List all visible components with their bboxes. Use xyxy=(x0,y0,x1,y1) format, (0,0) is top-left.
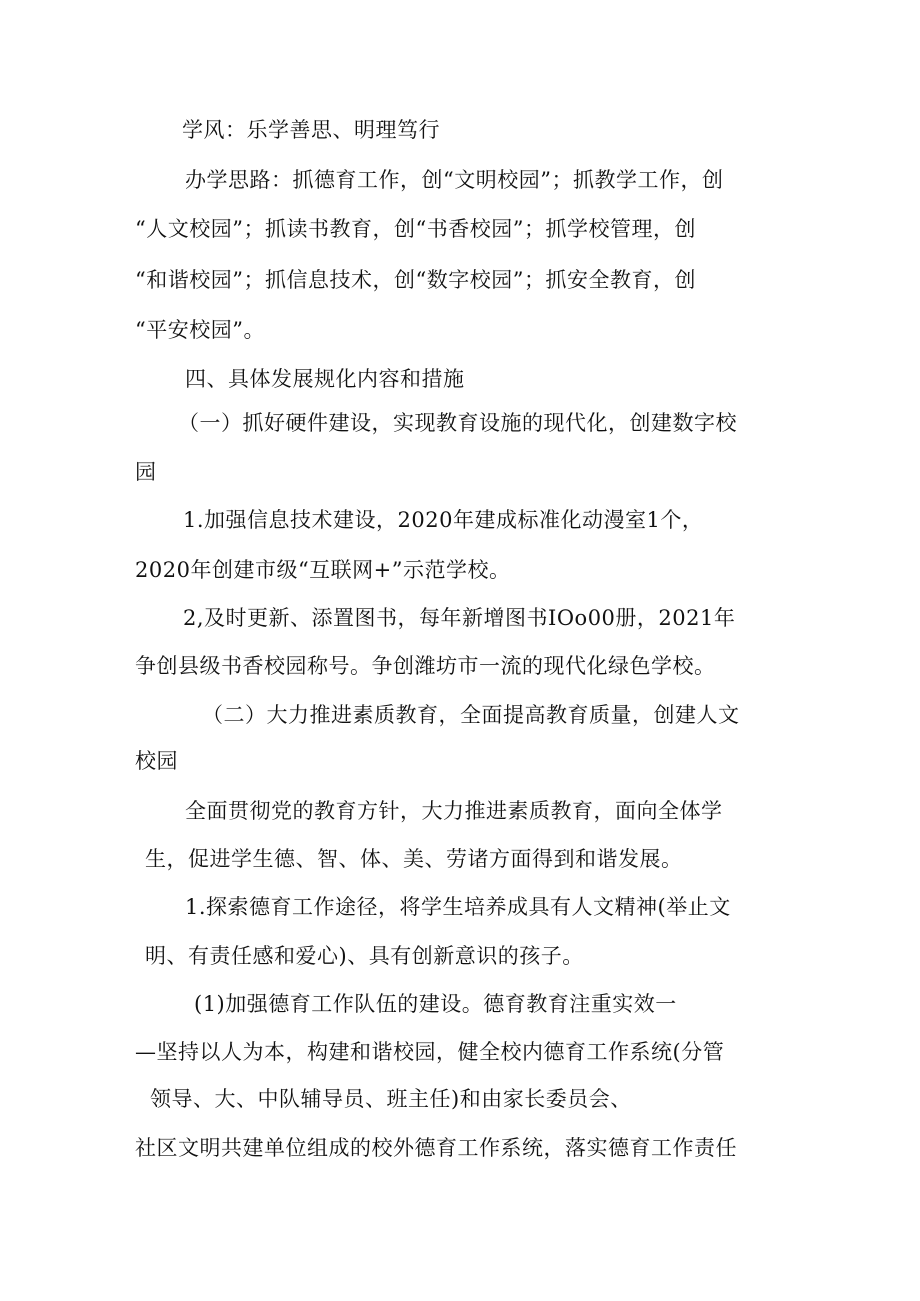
text-line: “平安校园”。 xyxy=(135,318,265,342)
text-line: 园 xyxy=(135,460,157,484)
text-line: 1.加强信息技术建设，2020年建成标准化动漫室1个， xyxy=(183,508,704,532)
text-line: 明、有责任感和爱心)、具有创新意识的孩子。 xyxy=(145,944,584,968)
text-line: 1.探索德育工作途径，将学生培养成具有人文精神(举止文 xyxy=(185,895,731,919)
section-heading: 四、具体发展规化内容和措施 xyxy=(185,367,465,391)
subsection-heading: （二）大力推进素质教育，全面提高教育质量，创建人文 xyxy=(202,703,740,727)
text-line: 全面贯彻党的教育方针，大力推进素质教育，面向全体学 xyxy=(185,799,723,823)
text-line: 争创县级书香校园称号。争创潍坊市一流的现代化绿色学校。 xyxy=(135,654,716,678)
text-line: 学风：乐学善思、明理笃行 xyxy=(182,118,440,142)
text-line: “和谐校园”；抓信息技术，创“数字校园”；抓安全教育，创 xyxy=(135,268,696,292)
text-line: 2,及时更新、添置图书，每年新增图书IOo00册，2021年 xyxy=(183,606,736,630)
text-line: 生，促进学生德、智、体、美、劳诸方面得到和谐发展。 xyxy=(145,847,683,871)
text-line: “人文校园”；抓读书教育，创“书香校园”；抓学校管理，创 xyxy=(135,217,696,241)
text-line: 领导、大、中队辅导员、班主任)和由家长委员会、 xyxy=(150,1087,632,1111)
text-line: 办学思路：抓德育工作，创“文明校园”；抓教学工作，创 xyxy=(185,168,724,192)
text-line: (1)加强德育工作队伍的建设。德育教育注重实效一 xyxy=(194,992,677,1016)
text-line: —坚持以人为本，构建和谐校园，健全校内德育工作系统(分管 xyxy=(135,1040,725,1064)
subsection-heading: （一）抓好硬件建设，实现教育设施的现代化，创建数字校 xyxy=(178,411,737,435)
text-line: 2020年创建市级“互联网+”示范学校。 xyxy=(135,558,511,582)
text-line: 社区文明共建单位组成的校外德育工作系统，落实德育工作责任 xyxy=(135,1136,737,1160)
text-line: 校园 xyxy=(135,749,178,773)
